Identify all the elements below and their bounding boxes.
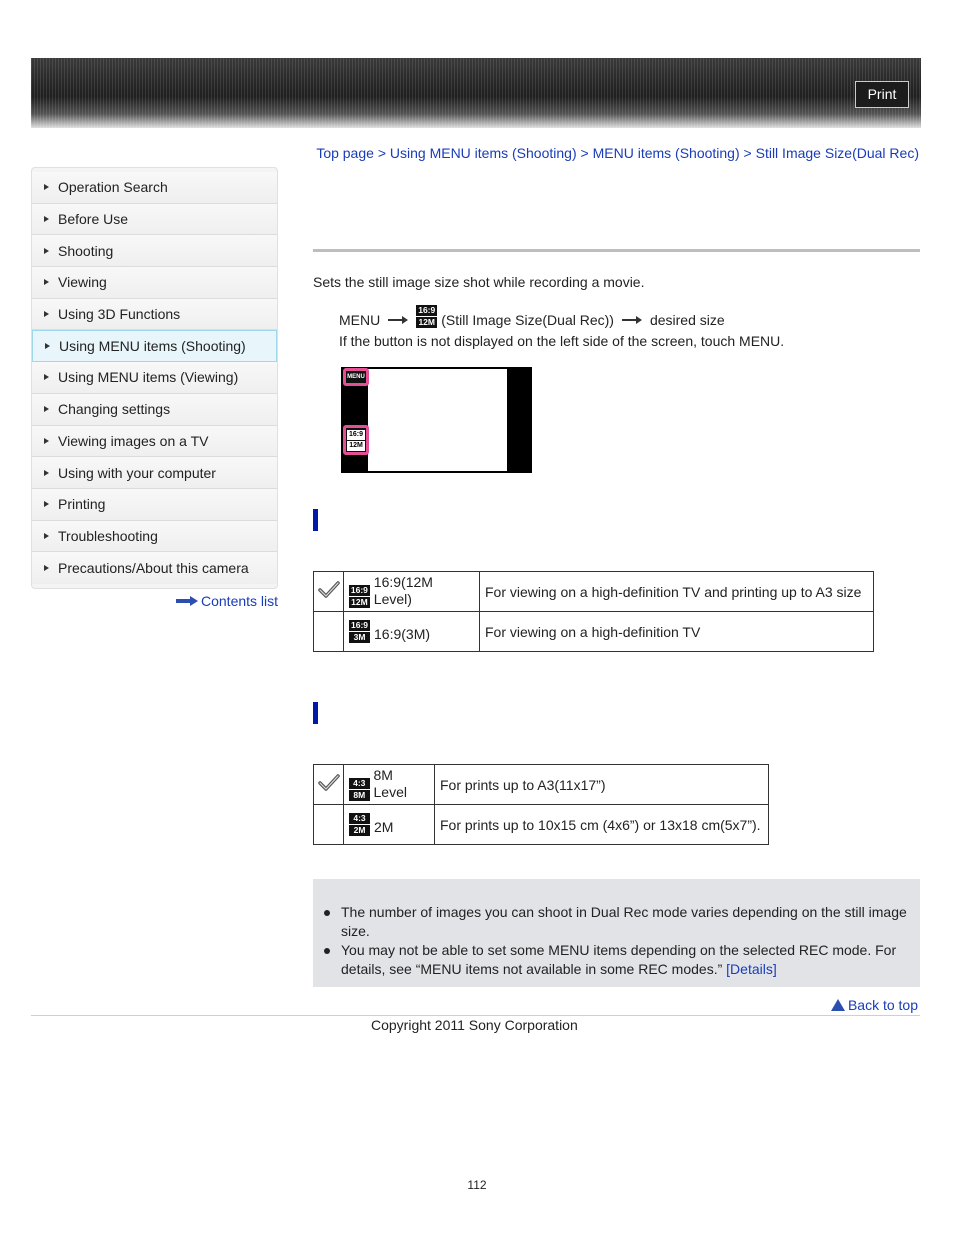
triangle-right-icon <box>44 374 49 380</box>
sidebar-item-before-use[interactable] <box>32 204 277 236</box>
size-label: 2M <box>374 818 394 835</box>
intro-text: Sets the still image size shot while recording a movie. <box>313 274 645 290</box>
checkmark-icon <box>317 580 341 600</box>
breadcrumb <box>313 144 919 163</box>
still-image-size-icon <box>416 305 437 328</box>
arrow-right-icon <box>622 316 642 324</box>
triangle-right-icon <box>44 311 49 317</box>
camera-screen-illustration <box>341 367 532 473</box>
sidebar-item-label: Shooting <box>58 242 114 259</box>
icon-size-label: 8M <box>349 790 370 801</box>
screen-display-area <box>368 369 507 471</box>
sidebar-item-label: Precautions/About this camera <box>58 560 249 577</box>
menu-note: If the button is not displayed on the left side of the screen, touch MENU. <box>339 333 785 349</box>
sidebar-item-using-with-your-computer[interactable] <box>32 457 277 489</box>
notes-list <box>323 903 912 979</box>
triangle-right-icon <box>44 533 49 539</box>
header-banner <box>31 58 921 128</box>
print-button[interactable]: Print <box>855 81 909 108</box>
default-check-cell <box>314 805 344 845</box>
sidebar-item-label: Viewing images on a TV <box>58 432 209 449</box>
table-row <box>314 765 769 805</box>
sidebar-item-label: Printing <box>58 496 106 513</box>
icon-aspect-label: 4:3 <box>349 778 370 789</box>
description-cell: For prints up to 10x15 cm (4x6”) or 13x18 cm(5x7”). <box>435 805 769 845</box>
screen-size-button <box>343 425 369 455</box>
triangle-right-icon <box>44 184 49 190</box>
sidebar-item-troubleshooting[interactable] <box>32 521 277 553</box>
image-size-icon <box>349 778 370 801</box>
icon-aspect-label: 4:3 <box>349 813 370 824</box>
breadcrumb-top-page[interactable]: Top page <box>316 145 374 161</box>
section-marker <box>313 509 318 531</box>
description-cell: For prints up to A3(11x17”) <box>435 765 769 805</box>
default-check-cell <box>314 612 344 652</box>
notes-box <box>313 879 920 987</box>
sidebar-item-using-menu-items-shooting[interactable] <box>32 330 277 362</box>
breadcrumb-current-page[interactable]: Still Image Size(Dual Rec) <box>755 145 919 161</box>
sidebar-item-label: Before Use <box>58 211 129 228</box>
page-number: 112 <box>467 1178 487 1192</box>
image-size-icon <box>349 813 370 836</box>
size-label: 16:9(3M) <box>374 625 431 642</box>
checkmark-icon <box>317 773 341 793</box>
sidebar-item-label: Operation Search <box>58 179 168 196</box>
sidebar-item-viewing[interactable] <box>32 267 277 299</box>
image-size-icon <box>349 620 370 643</box>
note-text: You may not be able to set some MENU items depending on the selected REC mode. For details, see “MENU items not available in some REC modes.” <box>341 942 897 977</box>
triangle-right-icon <box>45 343 50 349</box>
back-to-top-label[interactable]: Back to top <box>847 997 918 1013</box>
sidebar-item-using-3d-functions[interactable] <box>32 299 277 331</box>
section-marker <box>313 702 318 724</box>
options-table-16-9 <box>313 571 874 652</box>
sidebar-item-operation-search[interactable] <box>32 172 277 204</box>
screen-menu-button: MENU <box>343 368 369 386</box>
triangle-up-icon <box>831 999 845 1011</box>
menu-item-name: (Still Image Size(Dual Rec)) <box>441 312 614 328</box>
title-divider <box>313 249 920 252</box>
sidebar-item-label: Using MENU items (Shooting) <box>59 338 246 355</box>
sidebar-item-viewing-images-on-a-tv[interactable] <box>32 426 277 458</box>
description-cell: For viewing on a high-definition TV and printing up to A3 size <box>480 572 874 612</box>
size-cell <box>344 805 435 845</box>
size-cell <box>344 572 480 612</box>
note-text: The number of images you can shoot in Dual Rec mode varies depending on the still image size. <box>341 904 907 939</box>
sidebar-nav <box>31 167 278 589</box>
sidebar-item-label: Using 3D Functions <box>58 306 181 323</box>
icon-aspect-label: 16:9 <box>350 585 368 595</box>
breadcrumb-using-menu-shooting[interactable]: Using MENU items (Shooting) <box>389 145 577 161</box>
triangle-right-icon <box>44 501 49 507</box>
back-to-top-link[interactable] <box>831 997 918 1013</box>
contents-list-link[interactable] <box>176 593 278 609</box>
icon-aspect-label: 16:9 <box>348 430 363 438</box>
sidebar-item-label: Using MENU items (Viewing) <box>58 369 239 386</box>
sidebar-item-label: Troubleshooting <box>58 527 158 544</box>
triangle-right-icon <box>44 216 49 222</box>
sidebar-item-precautions-about-this-camera[interactable] <box>32 552 277 584</box>
sidebar-item-printing[interactable] <box>32 489 277 521</box>
triangle-right-icon <box>44 470 49 476</box>
breadcrumb-separator: > <box>377 145 386 161</box>
sidebar-item-label: Viewing <box>58 274 107 291</box>
details-link[interactable]: [Details] <box>726 961 777 977</box>
sidebar-item-changing-settings[interactable] <box>32 394 277 426</box>
size-cell <box>344 765 435 805</box>
sidebar-item-label: Using with your computer <box>58 464 216 481</box>
size-label: 16:9(12M Level) <box>373 574 433 607</box>
list-item <box>323 903 912 941</box>
list-item <box>323 941 912 979</box>
triangle-right-icon <box>44 438 49 444</box>
footer-divider <box>31 1015 920 1016</box>
icon-aspect-label: 16:9 <box>350 619 368 630</box>
triangle-right-icon <box>44 279 49 285</box>
size-cell <box>344 612 480 652</box>
default-check-cell <box>314 572 344 612</box>
icon-aspect-label: 16:9 <box>418 305 436 315</box>
sidebar-item-shooting[interactable] <box>32 235 277 267</box>
menu-path <box>339 298 725 328</box>
icon-size-label: 12M <box>349 597 370 608</box>
default-check-cell <box>314 765 344 805</box>
arrow-right-icon <box>176 596 198 606</box>
image-size-icon <box>349 585 370 608</box>
icon-size-label: 12M <box>416 317 437 328</box>
breadcrumb-separator: > <box>743 145 752 161</box>
options-table-4-3 <box>313 764 769 845</box>
sidebar-item-label: Changing settings <box>58 401 171 418</box>
copyright: Copyright 2011 Sony Corporation <box>371 1017 578 1033</box>
icon-size-label: 2M <box>349 825 370 836</box>
icon-size-label: 12M <box>347 441 365 451</box>
breadcrumb-menu-items-shooting[interactable]: MENU items (Shooting) <box>592 145 740 161</box>
table-row <box>314 805 769 845</box>
breadcrumb-separator: > <box>580 145 589 161</box>
triangle-right-icon <box>44 406 49 412</box>
table-row <box>314 612 874 652</box>
size-label: 8M Level <box>373 767 407 800</box>
icon-size-label: 3M <box>349 632 370 643</box>
menu-word: MENU <box>339 312 381 328</box>
table-row <box>314 572 874 612</box>
triangle-right-icon <box>44 565 49 571</box>
description-cell: For viewing on a high-definition TV <box>480 612 874 652</box>
triangle-right-icon <box>44 248 49 254</box>
contents-list-label[interactable]: Contents list <box>201 593 279 609</box>
menu-target: desired size <box>649 312 725 328</box>
sidebar-item-using-menu-items-viewing[interactable] <box>32 362 277 394</box>
arrow-right-icon <box>388 316 408 324</box>
